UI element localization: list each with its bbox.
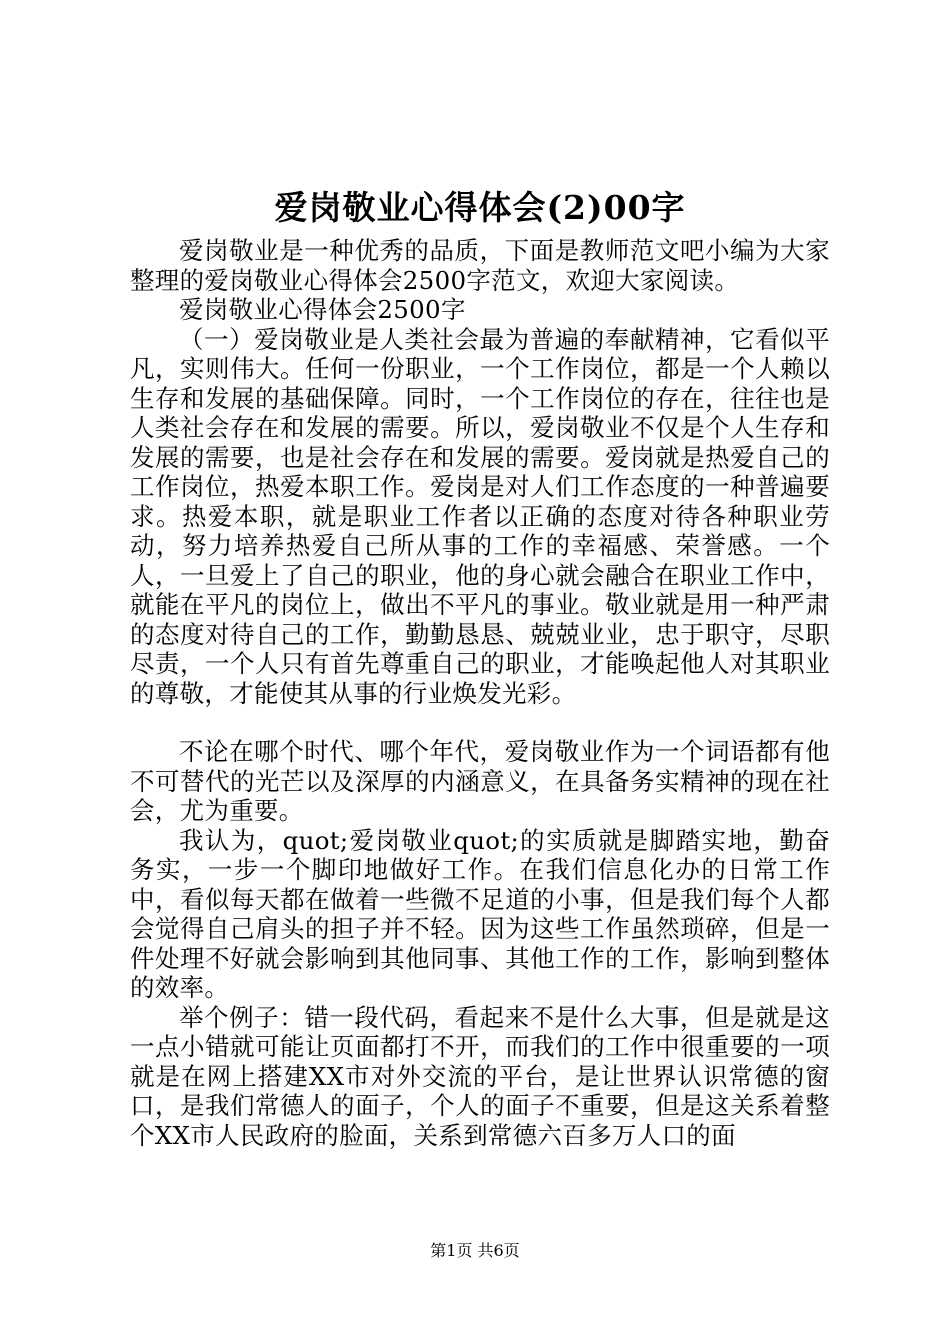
- paragraph-example: 举个例子：错一段代码，看起来不是什么大事，但是就是这一点小错就可能让页面都打不开，而我们的工作中很重要的一项就是在网上搭建XX市对外交流的平台，是让世界认识常德的窗口，是我们常德人的面子，个人的面子不重要，但是这关系着整个XX市人民政府的脸面，关系到常德六百多万人口的面: [130, 1002, 830, 1150]
- paragraph-opinion: 我认为，quot;爱岗敬业quot;的实质就是脚踏实地，勤奋务实，一步一个脚印地做好工作。在我们信息化办的日常工作中，看似每天都在做着一些微不足道的小事，但是我们每个人都会觉得自己肩头的担子并不轻。因为这些工作虽然琐碎，但是一件处理不好就会影响到其他同事、其他工作的工作，影响到整体的效率。: [130, 825, 830, 1002]
- paragraph-era: 不论在哪个时代、哪个年代，爱岗敬业作为一个词语都有他不可替代的光芒以及深厚的内涵意义，在具备务实精神的现在社会，尤为重要。: [130, 737, 830, 825]
- intro-paragraph: 爱岗敬业是一种优秀的品质，下面是教师范文吧小编为大家整理的爱岗敬业心得体会2500字范文，欢迎大家阅读。: [130, 236, 830, 295]
- document-title: 爱岗敬业心得体会(2)00字: [274, 188, 686, 227]
- document-body: [130, 236, 830, 1150]
- paragraph-section-one: （一）爱岗敬业是人类社会最为普遍的奉献精神，它看似平凡，实则伟大。任何一份职业，一个工作岗位，都是一个人赖以生存和发展的基础保障。同时，一个工作岗位的存在，往往也是人类社会存在和发展的需要。所以，爱岗敬业不仅是个人生存和发展的需要，也是社会存在和发展的需要。爱岗就是热爱自己的工作岗位，热爱本职工作。爱岗是对人们工作态度的一种普遍要求。热爱本职，就是职业工作者以正确的态度对待各种职业劳动，努力培养热爱自己所从事的工作的幸福感、荣誉感。一个人，一旦爱上了自己的职业，他的身心就会融合在职业工作中，就能在平凡的岗位上，做出不平凡的事业。敬业就是用一种严肃的态度对待自己的工作，勤勤恳恳、兢兢业业，忠于职守，尽职尽责，一个人只有首先尊重自己的职业，才能唤起他人对其职业的尊敬，才能使其从事的行业焕发光彩。: [130, 324, 830, 708]
- page-footer: 第1页 共6页: [430, 1241, 520, 1260]
- paragraph-gap: [130, 708, 830, 737]
- subheading: 爱岗敬业心得体会2500字: [179, 295, 466, 324]
